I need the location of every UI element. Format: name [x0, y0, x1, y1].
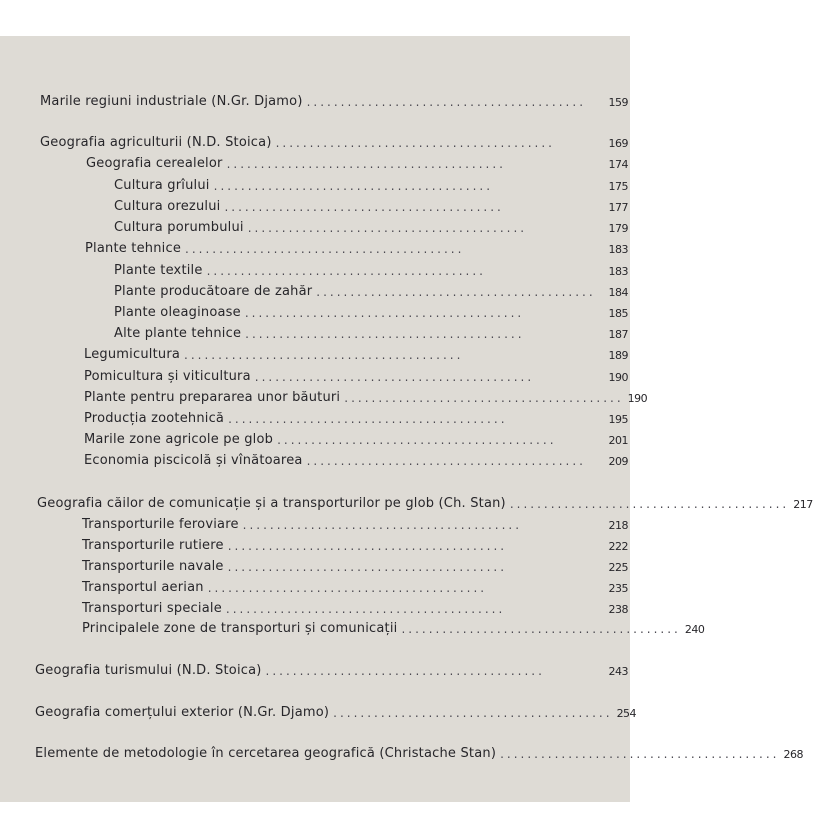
toc-entry [84, 385, 648, 405]
dot-leader: ......................................... [344, 391, 624, 405]
toc-entry [114, 321, 628, 341]
entry-title: Transporturile rutiere [82, 538, 224, 553]
page-number: 190 [627, 392, 648, 405]
dot-leader: ......................................... [316, 285, 596, 299]
toc-entry [82, 616, 705, 636]
page-number: 225 [608, 561, 628, 574]
dot-leader: ......................................... [401, 622, 681, 636]
entry-title: Legumicultura [84, 347, 181, 362]
book-page [0, 36, 813, 802]
toc-entry [84, 448, 628, 468]
entry-title: Pomicultura și viticultura [84, 369, 251, 384]
toc-entry [40, 130, 628, 150]
page-number: 187 [608, 328, 628, 341]
toc-entry [35, 741, 803, 761]
toc-entry [114, 279, 628, 299]
toc-entry [82, 533, 628, 553]
page-number: 218 [608, 519, 628, 532]
toc-entry [84, 364, 628, 384]
entry-title: Marile regiuni industriale (N.Gr. Djamo) [40, 94, 303, 109]
page-number: 217 [793, 498, 813, 511]
page-number: 243 [608, 665, 628, 678]
page-number: 240 [684, 623, 705, 636]
dot-leader: ......................................... [224, 200, 504, 214]
entry-title: Elemente de metodologie în cercetarea geografică (Christache Stan) [35, 746, 497, 761]
toc-entry [35, 700, 637, 720]
page-number: 175 [608, 180, 628, 193]
entry-title: Transporturile navale [82, 559, 224, 574]
page-number: 190 [608, 371, 628, 384]
page-number: 183 [608, 243, 628, 256]
page-number: 209 [608, 455, 628, 468]
toc-entry [84, 406, 628, 426]
dot-leader: ......................................... [277, 433, 557, 447]
dot-leader: ......................................... [500, 747, 780, 761]
page-number: 179 [608, 222, 628, 235]
page-number: 235 [608, 582, 628, 595]
toc-entry [114, 300, 628, 320]
toc-entry [86, 151, 628, 171]
dot-leader: ......................................... [227, 560, 508, 574]
dot-leader: ......................................... [306, 454, 586, 468]
dot-leader: ......................................... [306, 95, 587, 109]
entry-title: Plante producătoare de zahăr [114, 284, 313, 299]
toc-entry [82, 575, 628, 595]
entry-title: Plante tehnice [85, 241, 182, 256]
toc-entry [82, 512, 628, 532]
page-number: 183 [608, 265, 628, 278]
dot-leader: ......................................... [244, 306, 525, 320]
toc-entry [37, 491, 813, 511]
entry-title: Marile zone agricole pe glob [84, 432, 274, 447]
entry-title: Plante pentru prepararea unor băuturi [84, 390, 341, 405]
dot-leader: ......................................... [265, 664, 545, 678]
toc-entry [114, 215, 628, 235]
dot-leader: ......................................... [245, 327, 525, 341]
entry-title: Economia piscicolă și vînătoarea [84, 453, 303, 468]
entry-title: Transportul aerian [82, 580, 204, 595]
page-number: 169 [608, 137, 628, 150]
dot-leader: ......................................... [225, 602, 506, 616]
dot-leader: ......................................... [227, 539, 508, 553]
dot-leader: ......................................... [275, 136, 555, 150]
entry-title: Transporturile feroviare [82, 517, 239, 532]
entry-title: Geografia cerealelor [86, 156, 223, 171]
toc-entry [82, 596, 628, 616]
entry-title: Geografia turismului (N.D. Stoica) [35, 663, 262, 678]
dot-leader: ......................................... [207, 581, 488, 595]
page-number: 195 [608, 413, 628, 426]
dot-leader: ......................................... [242, 518, 523, 532]
page-number: 189 [608, 349, 628, 362]
entry-title: Producția zootehnică [84, 411, 225, 426]
entry-title: Transporturi speciale [82, 601, 222, 616]
entry-title: Geografia agriculturii (N.D. Stoica) [40, 135, 272, 150]
toc-entry [114, 194, 628, 214]
toc-entry [84, 427, 628, 447]
entry-title: Alte plante tehnice [114, 326, 242, 341]
toc-entry [82, 554, 628, 574]
page-number: 201 [608, 434, 628, 447]
entry-title: Cultura orezului [114, 199, 221, 214]
toc-entry [85, 236, 628, 256]
toc-entry [84, 342, 628, 362]
toc-entry [114, 173, 628, 193]
page-number: 238 [608, 603, 628, 616]
entry-title: Principalele zone de transporturi și comunicații [82, 621, 398, 636]
page-number: 177 [608, 201, 628, 214]
page-number: 254 [616, 707, 637, 720]
toc-entry [114, 258, 628, 278]
page-number: 174 [608, 158, 628, 171]
entry-title: Plante textile [114, 263, 203, 278]
dot-leader: ......................................... [509, 497, 790, 511]
page-number: 185 [608, 307, 628, 320]
toc-entry [40, 89, 628, 109]
entry-title: Geografia comerțului exterior (N.Gr. Djamo) [35, 705, 330, 720]
dot-leader: ......................................... [206, 264, 486, 278]
entry-title: Cultura grîului [114, 178, 210, 193]
toc-entry [35, 658, 628, 678]
dot-leader: ......................................... [185, 242, 465, 256]
dot-leader: ......................................... [228, 412, 508, 426]
entry-title: Geografia căilor de comunicație și a transporturilor pe glob (Ch. Stan) [37, 496, 506, 511]
page-number: 184 [608, 286, 628, 299]
dot-leader: ......................................... [213, 179, 494, 193]
page-number: 222 [608, 540, 628, 553]
dot-leader: ......................................... [254, 370, 535, 384]
page-number: 159 [608, 96, 628, 109]
dot-leader: ......................................... [333, 706, 613, 720]
page-number: 268 [783, 748, 803, 761]
dot-leader: ......................................... [226, 157, 506, 171]
entry-title: Cultura porumbului [114, 220, 244, 235]
dot-leader: ......................................... [247, 221, 528, 235]
entry-title: Plante oleaginoase [114, 305, 241, 320]
dot-leader: ......................................... [184, 348, 464, 362]
